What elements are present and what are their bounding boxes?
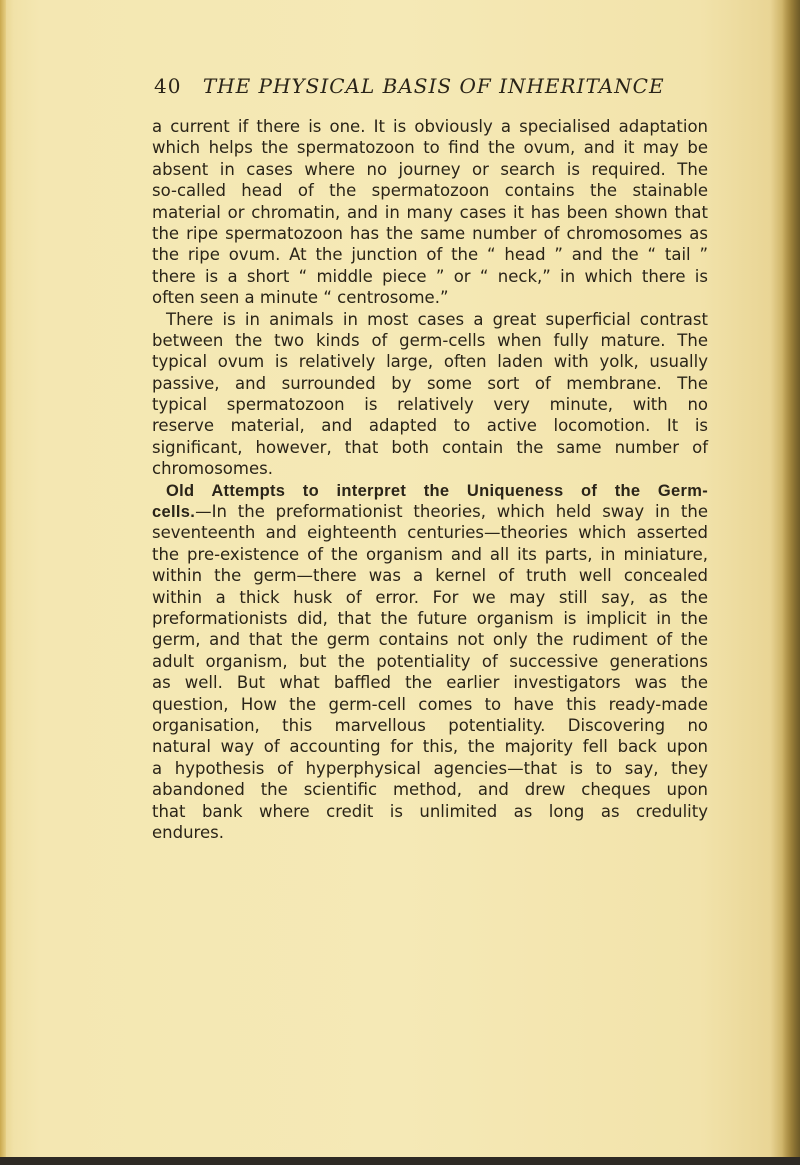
text-line: the ripe ovum. At the junction of the “ head ” and the “ tail ” [152,245,708,265]
text-line: There is in animals in most cases a great superficial contrast [166,309,708,329]
section-heading-line [152,480,708,501]
text-line: significant, however, that both contain the same number of [152,437,708,457]
page-number: 40 [154,74,182,98]
text-line: natural way of accounting for this, the majority fell back upon [152,737,708,757]
book-spine-shadow [782,0,800,1160]
text-line: endures. [152,822,224,842]
text-line: material or chromatin, and in many cases it has been shown that [152,202,708,222]
text-line: that bank where credit is unlimited as long as credulity [152,801,708,821]
text-line: between the two kinds of germ-cells when fully mature. The [152,330,708,350]
text-line: typical ovum is relatively large, often laden with yolk, usually [152,352,708,372]
section-heading: Old Attempts to interpret the Uniqueness of the Germ- [166,481,708,500]
running-head [154,74,665,98]
running-title: THE PHYSICAL BASIS OF INHERITANCE [202,74,665,98]
text-line: the pre-existence of the organism and all its parts, in miniature, [152,544,708,564]
text-line: adult organism, but the potentiality of successive generations [152,651,708,671]
text-line: there is a short “ middle piece ” or “ neck,” in which there is [152,266,708,286]
text-line: often seen a minute “ centrosome.” [152,288,449,308]
text-line: the ripe spermatozoon has the same number of chromosomes as [152,223,708,243]
text-line: seventeenth and eighteenth centuries—theories which asserted [152,523,708,543]
text-line: absent in cases where no journey or search is required. The [152,159,708,179]
text-line: a hypothesis of hyperphysical agencies—that is to say, they [152,758,708,778]
section-heading-end: cells. [152,503,196,522]
text-line: within the germ—there was a kernel of truth well concealed [152,566,708,586]
text-line: which helps the spermatozoon to find the ovum, and it may be [152,138,708,158]
text-line: question, How the germ-cell comes to have this ready-made [152,694,708,714]
text-line: passive, and surrounded by some sort of membrane. The [152,373,708,393]
text-line [152,501,708,522]
body-text [152,116,708,843]
section-intro-text: —In the preformationist theories, which held sway in the [195,502,708,522]
text-line: chromosomes. [152,459,273,479]
text-line: abandoned the scientific method, and drew cheques upon [152,780,708,800]
text-line: within a thick husk of error. For we may still say, as the [152,587,708,607]
page-left-edge [0,0,6,1165]
text-line: organisation, this marvellous potentiality. Discovering no [152,715,708,735]
text-line: so-called head of the spermatozoon contains the stainable [152,181,708,201]
text-line: reserve material, and adapted to active locomotion. It is [152,416,708,436]
text-line: typical spermatozoon is relatively very minute, with no [152,395,708,415]
text-line: preformationists did, that the future organism is implicit in the [152,608,708,628]
page-bottom-edge [0,1157,800,1165]
text-line: a current if there is one. It is obviously a specialised adaptation [152,117,708,136]
text-line: as well. But what baffled the earlier investigators was the [152,673,708,693]
text-line: germ, and that the germ contains not only the rudiment of the [152,630,708,650]
